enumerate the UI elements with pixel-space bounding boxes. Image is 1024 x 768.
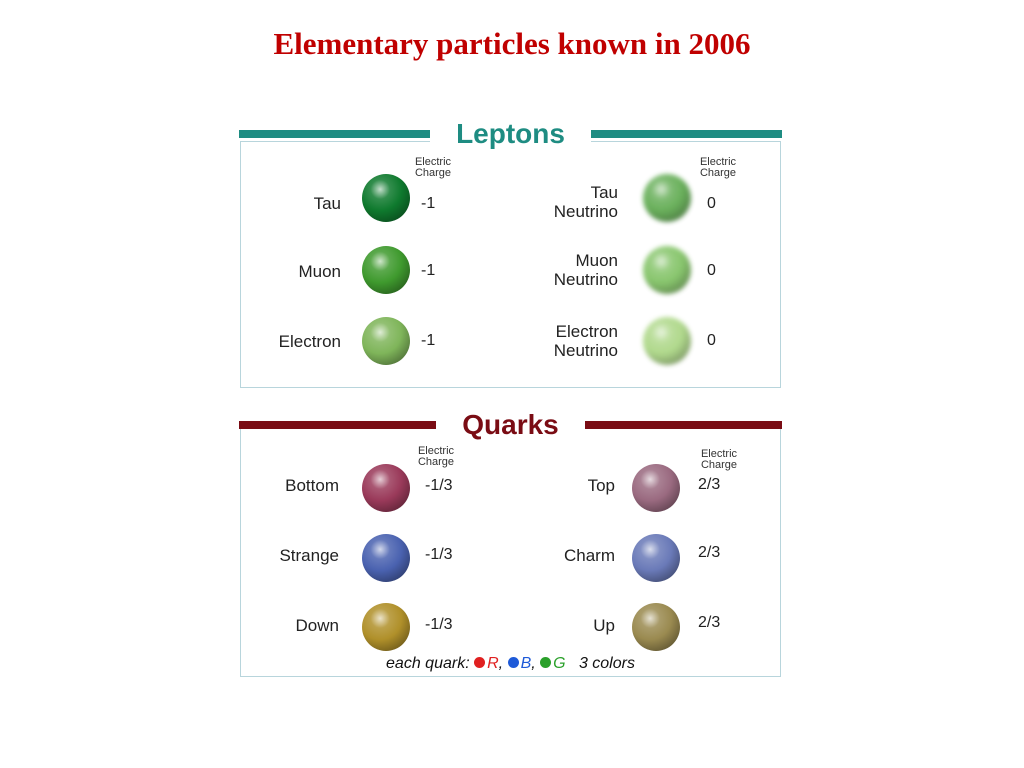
note-suffix: 3 colors: [578, 655, 635, 672]
quark-sphere-down: [362, 603, 410, 651]
quark-charge-up: 2/3: [698, 614, 721, 631]
leptons-header-bar-left: [239, 130, 430, 138]
lepton-name-muon: Muon: [298, 262, 341, 281]
charge-header-line1: Electric: [699, 156, 737, 168]
leptons-heading: Leptons: [430, 116, 591, 152]
quarks-right-charge-header: [694, 449, 744, 471]
lepton-name-electron: Electron: [278, 332, 341, 351]
lepton-charge-muon: -1: [421, 262, 436, 279]
quark-charge-strange: -1/3: [425, 546, 453, 563]
quark-name-strange: Strange: [279, 546, 339, 565]
lepton-sphere-muon: [362, 246, 410, 294]
quarks-heading: Quarks: [436, 407, 585, 443]
name-line1: Electron: [555, 322, 618, 341]
lepton-sphere-electron-neutrino: [643, 317, 691, 365]
quark-charge-down: -1/3: [425, 616, 453, 633]
quarks-header: [239, 407, 782, 443]
quark-name-down: Down: [295, 616, 339, 635]
quarks-header-bar-right: [585, 421, 782, 429]
quark-name-up: Up: [593, 616, 615, 635]
leptons-left-charge-header: [408, 157, 458, 179]
charge-header-line1: Electric: [414, 156, 452, 168]
quark-colors-note: [240, 654, 781, 674]
charge-header-line1: Electric: [417, 445, 455, 457]
quark-charge-top: 2/3: [698, 476, 721, 493]
lepton-charge-electron: -1: [421, 332, 436, 349]
name-line2: Neutrino: [553, 270, 618, 289]
lepton-sphere-electron: [362, 317, 410, 365]
color-r-label: R: [487, 655, 499, 672]
charge-header-line2: Charge: [700, 459, 738, 471]
lepton-charge-muon-neutrino: 0: [707, 262, 716, 279]
quark-name-bottom: Bottom: [285, 476, 339, 495]
quark-name-charm: Charm: [563, 546, 615, 565]
red-dot-icon: [474, 657, 485, 668]
leptons-right-charge-header: [693, 157, 743, 179]
name-line2: Neutrino: [553, 341, 618, 360]
quark-sphere-charm: [632, 534, 680, 582]
lepton-name-muon-neutrino: [508, 251, 618, 289]
name-line1: Muon: [575, 251, 618, 270]
lepton-charge-tau: -1: [421, 195, 436, 212]
blue-dot-icon: [508, 657, 519, 668]
quarks-left-charge-header: [411, 446, 461, 468]
charge-header-line2: Charge: [417, 456, 455, 468]
quark-name-top: Top: [587, 476, 615, 495]
charge-header-line2: Charge: [414, 167, 452, 179]
lepton-name-tau: Tau: [313, 194, 341, 213]
lepton-charge-electron-neutrino: 0: [707, 332, 716, 349]
note-prefix: each quark:: [386, 655, 470, 672]
green-dot-icon: [540, 657, 551, 668]
quark-charge-charm: 2/3: [698, 544, 721, 561]
quark-sphere-strange: [362, 534, 410, 582]
lepton-sphere-tau-neutrino: [643, 174, 691, 222]
lepton-sphere-muon-neutrino: [643, 246, 691, 294]
comma: ,: [531, 655, 536, 672]
lepton-name-tau-neutrino: [508, 183, 618, 221]
charge-header-line1: Electric: [700, 448, 738, 460]
lepton-name-electron-neutrino: [508, 322, 618, 360]
name-line2: Neutrino: [553, 202, 618, 221]
quark-sphere-bottom: [362, 464, 410, 512]
lepton-charge-tau-neutrino: 0: [707, 195, 716, 212]
charge-header-line2: Charge: [699, 167, 737, 179]
name-line1: Tau: [590, 183, 618, 202]
quarks-header-bar-left: [239, 421, 436, 429]
quark-sphere-up: [632, 603, 680, 651]
quark-sphere-top: [632, 464, 680, 512]
quark-charge-bottom: -1/3: [425, 477, 453, 494]
color-b-label: B: [520, 655, 532, 672]
comma: ,: [498, 655, 504, 672]
leptons-header-bar-right: [591, 130, 782, 138]
lepton-sphere-tau: [362, 174, 410, 222]
color-g-label: G: [553, 655, 566, 672]
slide-title: Elementary particles known in 2006: [273, 26, 751, 61]
leptons-header: [239, 116, 782, 152]
